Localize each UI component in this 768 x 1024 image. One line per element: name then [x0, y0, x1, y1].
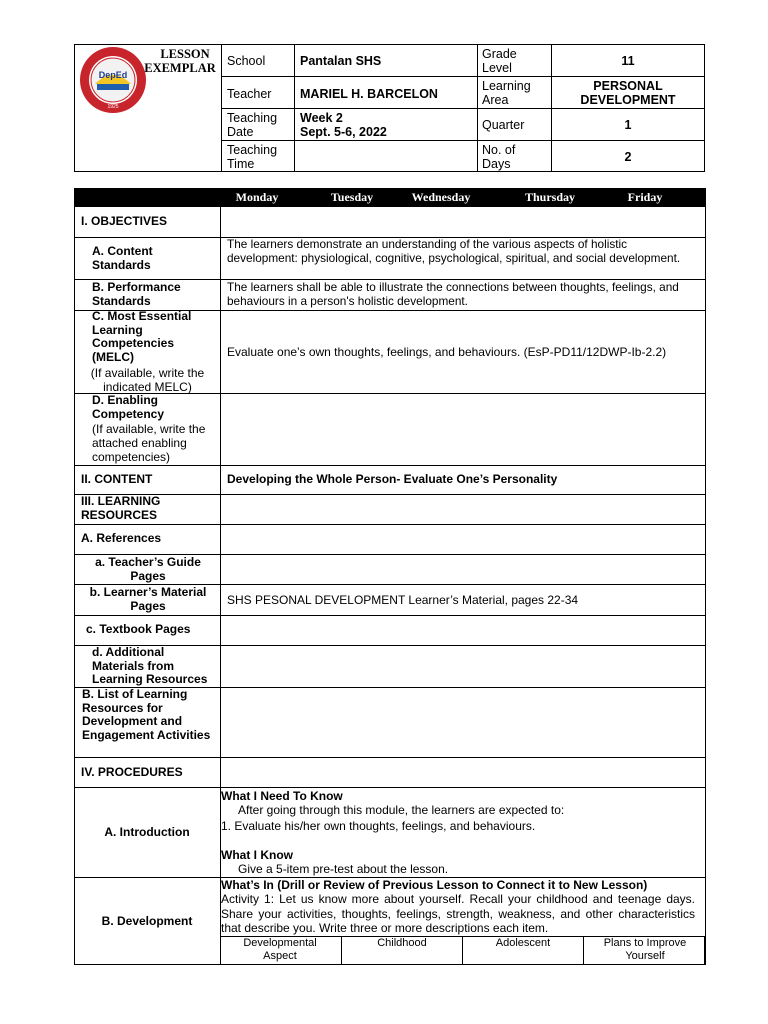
grade-value: 11: [621, 54, 635, 68]
day-tuesday: Tuesday: [330, 190, 374, 204]
teacher-label: Teacher: [227, 87, 272, 101]
svg-text:1925: 1925: [107, 104, 119, 110]
school-label: School: [227, 54, 266, 68]
procedures-heading: IV. PROCEDURES: [81, 765, 183, 779]
enabling-competency-label: D. Enabling Competency: [92, 393, 165, 421]
subheader-adolescent: Adolescent: [495, 937, 551, 949]
subheader-plans-to-improve: Plans to Improve Yourself: [603, 937, 687, 962]
performance-standards-text: The learners shall be able to illustrate the connections between thoughts, feelings, and behaviours in a person's holistic development.: [227, 280, 679, 308]
list-of-resources-label: B. List of Learning Resources for Development and Engagement Activities: [82, 687, 211, 742]
additional-materials-label: d. Additional Materials from Learning Resources: [92, 645, 208, 686]
teaching-date-label: Teaching Date: [227, 111, 278, 139]
subheader-childhood: Childhood: [377, 937, 427, 949]
deped-seal-logo: [79, 46, 147, 114]
learning-resources-heading: III. LEARNING RESOURCES: [81, 494, 161, 522]
introduction-label: A. Introduction: [104, 825, 190, 839]
intro-heading-need-to-know: What I Need To Know: [221, 789, 343, 803]
melc-label: [92, 310, 210, 364]
development-label: B. Development: [101, 914, 193, 928]
content-topic: Developing the Whole Person- Evaluate One’s Personality: [227, 472, 558, 486]
references-label: A. References: [81, 531, 162, 545]
melc-label-text: C. Most Essential Learning Competencies (MELC): [92, 309, 192, 364]
teaching-date-week: Week 2: [300, 111, 343, 125]
intro-line-3: Give a 5-item pre-test about the lesson.: [238, 862, 449, 876]
learners-material-label: b. Learner’s Material Pages: [89, 585, 207, 613]
intro-heading-what-i-know: What I Know: [221, 848, 293, 862]
subheader-developmental-aspect: Developmental Aspect: [243, 937, 317, 962]
day-friday: Friday: [627, 190, 663, 204]
quarter-label: Quarter: [482, 118, 525, 132]
development-activity-text: Activity 1: Let us know more about yourself. Recall your childhood and teenage days. Share your activities, thoughts, feelings, strength, weakness, and other characteristics that describe you. Write three or more descriptions each item.: [221, 892, 695, 935]
content-standards-label: A. Content Standards: [92, 244, 153, 272]
content-standards-text: The learners demonstrate an understanding of the various aspects of holistic development: physiological, cognitive, psychological, spiritual, and social development.: [227, 237, 681, 265]
quarter-value: 1: [624, 118, 632, 132]
row-divider: [74, 465, 706, 466]
no-of-days-value: 2: [624, 150, 632, 164]
content-heading: II. CONTENT: [81, 472, 153, 486]
learning-area-label: Learning Area: [482, 79, 531, 107]
header-divider: [221, 140, 705, 141]
school-value: Pantalan SHS: [300, 54, 382, 68]
intro-line-1: After going through this module, the learners are expected to:: [238, 803, 565, 817]
day-monday: Monday: [235, 190, 279, 204]
row-divider: [74, 615, 706, 616]
header-divider: [221, 108, 705, 109]
learners-material-text: SHS PESONAL DEVELOPMENT Learner’s Material, pages 22-34: [227, 593, 579, 607]
grade-label: Grade Level: [482, 47, 517, 75]
no-of-days-label: No. of Days: [482, 143, 516, 171]
row-divider: [74, 787, 706, 788]
teaching-date-range: Sept. 5-6, 2022: [300, 125, 387, 139]
textbook-pages-label: c. Textbook Pages: [86, 622, 191, 636]
subtable-divider: [583, 936, 584, 965]
title-exemplar: EXEMPLAR: [144, 61, 216, 75]
title-lesson: LESSON: [160, 47, 210, 61]
melc-note: (If available, write the indicated MELC): [90, 366, 205, 394]
melc-text: Evaluate one’s own thoughts, feelings, and behaviours. (EsP-PD11/12DWP-Ib-2.2): [227, 345, 667, 359]
objectives-heading: I. OBJECTIVES: [81, 214, 168, 228]
header-divider: [221, 76, 705, 77]
svg-text:DepEd: DepEd: [98, 70, 128, 80]
teaching-time-label: Teaching Time: [227, 143, 278, 171]
teacher-value: MARIEL H. BARCELON: [300, 87, 438, 101]
row-divider: [74, 524, 706, 525]
intro-line-2: 1. Evaluate his/her own thoughts, feelings, and behaviours.: [221, 819, 536, 833]
day-thursday: Thursday: [524, 190, 576, 204]
enabling-competency-note: (If available, write the attached enabling competencies): [92, 422, 206, 464]
performance-standards-label: B. Performance Standards: [92, 280, 181, 308]
row-divider: [74, 757, 706, 758]
development-heading: What’s In (Drill or Review of Previous Lesson to Connect it to New Lesson): [221, 878, 648, 892]
day-wednesday: Wednesday: [411, 190, 471, 204]
learning-area-value: PERSONAL DEVELOPMENT: [580, 79, 676, 107]
teachers-guide-label: a. Teacher’s Guide Pages: [95, 555, 201, 583]
